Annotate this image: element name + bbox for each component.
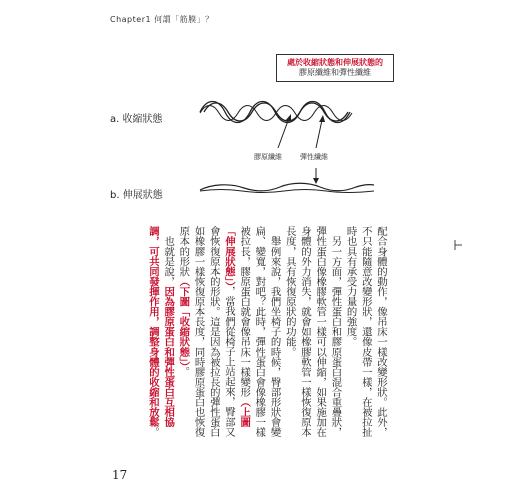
paragraph-4-text-a: 也就是說， xyxy=(162,236,175,287)
figure-caption-line2: 膠原纖維和彈性纖維 xyxy=(299,68,371,77)
paragraph-3 xyxy=(175,226,281,446)
paragraph-3-text-a: 舉例來說，我們坐椅子的時候，臀部形狀會變扁、變寬，對吧？此時，彈性蛋白會像橡膠一樣被拉長，膠原蛋白就會像吊床一樣變形 xyxy=(238,226,281,438)
contracted-fibers xyxy=(200,102,352,123)
arrow-head-elastic xyxy=(319,115,325,122)
stretched-fibers xyxy=(200,183,374,192)
arrow-to-elastic xyxy=(316,120,322,148)
paragraph-2 xyxy=(282,226,343,446)
paragraph-3-ref-contracted: （下圖「收縮狀態」） xyxy=(177,276,190,367)
paragraph-4-text-b: 。 xyxy=(146,427,159,438)
chapter-header: Chapter1 何謂「筋膜」？ xyxy=(110,15,214,24)
page-number: 17 xyxy=(112,468,128,482)
stretched-state-label: b. 伸展狀態 xyxy=(110,190,163,201)
registration-mark-icon xyxy=(454,240,462,250)
arrow-to-collagen xyxy=(278,118,289,148)
figure-caption-line1: 處於收縮狀態和伸展狀態的 xyxy=(287,58,383,67)
paragraph-3-ref-stretched: （上圖「伸展狀態」） xyxy=(222,226,251,428)
arrow-head-stretched xyxy=(313,178,319,184)
paragraph-4 xyxy=(145,226,175,446)
elastic-fiber-label: 彈性纖維 xyxy=(300,153,328,161)
paragraph-3-text-b: ，當我們從椅子上站起來，臀部又會恢復原本的形狀。這是因為被拉長的彈性蛋白如橡膠一樣恢復原本長度，同時膠原蛋白也恢復原本的形狀 xyxy=(177,226,235,438)
vertical-body-text xyxy=(140,226,388,446)
collagen-fiber-label: 膠原纖維 xyxy=(254,153,282,161)
paragraph-1: 配合身體的動作，像吊床一樣改變形狀。此外，不只能隨意改變形狀，還像皮帶一樣，在被拉扯時也具有承受力量的強度。 xyxy=(344,226,387,438)
paragraph-2-text: 另一方面，彈性蛋白和膠原蛋白混合重疊狀，彈性蛋白像橡膠軟管一樣可以伸縮，如果施加在身體的外力消失，就會如橡膠軟管一樣恢復原本長度，具有恢復原狀的功能。 xyxy=(283,226,342,438)
fiber-diagram xyxy=(0,0,520,210)
arrow-head-collagen xyxy=(285,114,291,121)
paragraph-3-text-c: 。 xyxy=(177,366,190,377)
contracted-state-label: a. 收縮狀態 xyxy=(110,114,163,125)
paragraph-4-highlight: 因為膠原蛋白和彈性蛋白互相協調，可共同發揮作用，調整身體的收縮和放鬆 xyxy=(146,226,175,428)
